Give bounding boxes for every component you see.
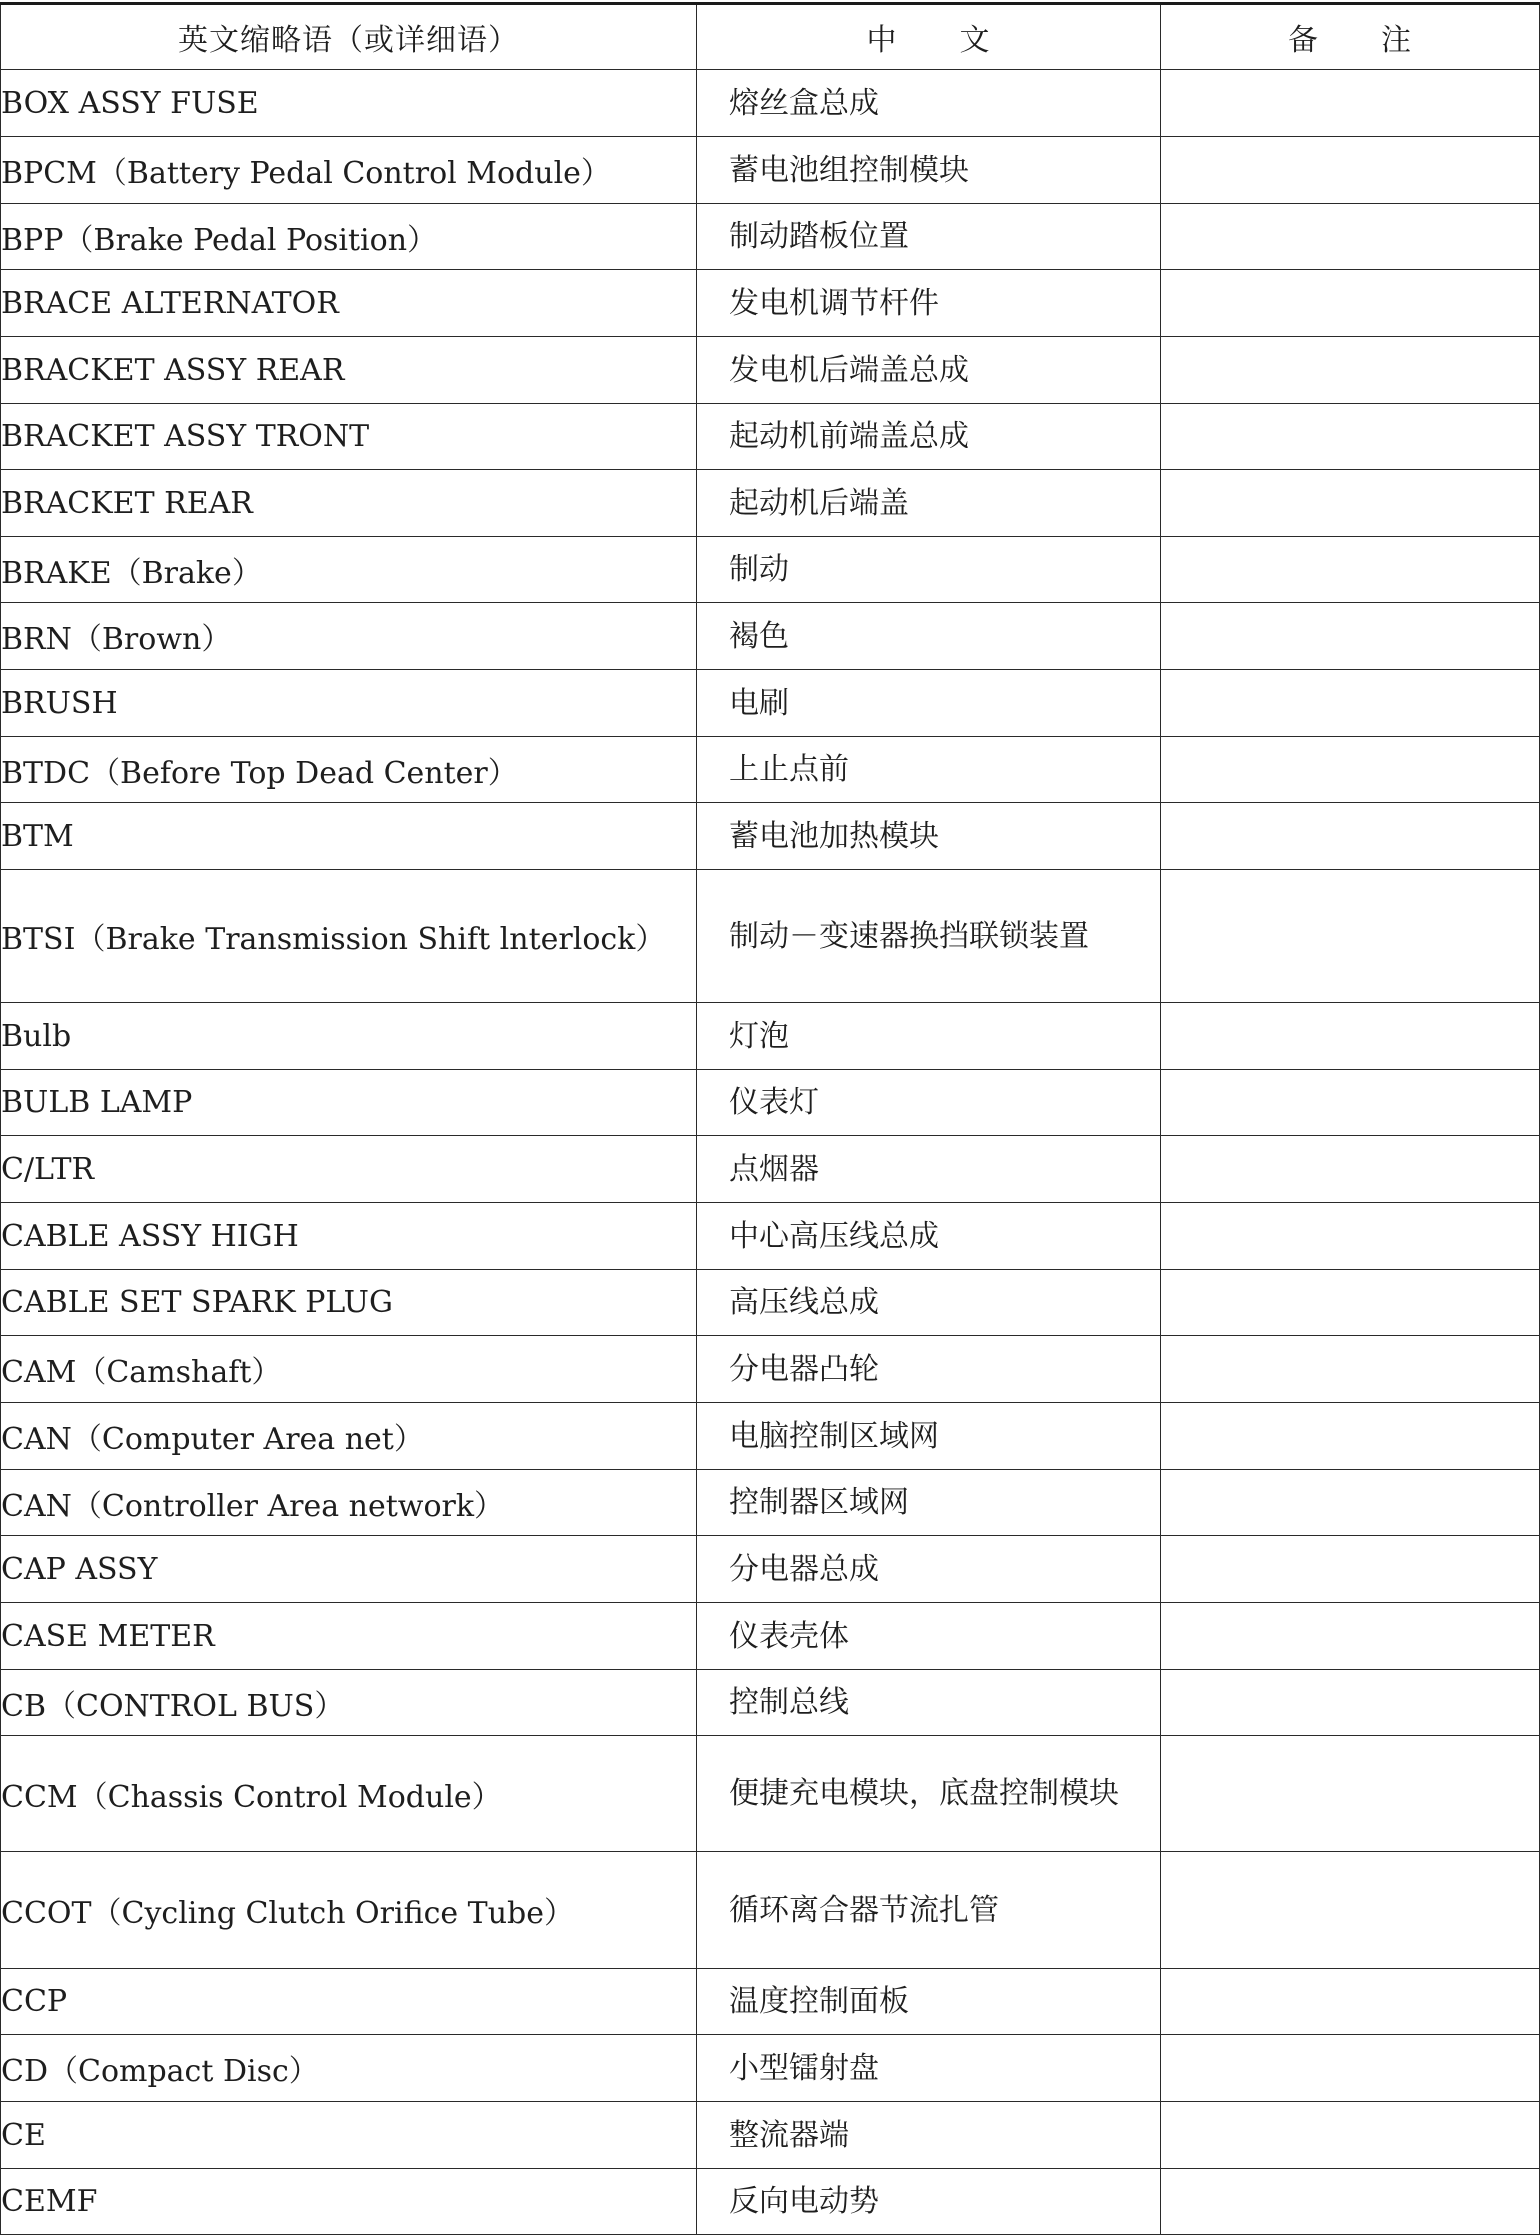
cell-english-term: BULB LAMP — [1, 1070, 697, 1136]
cell-english-term: BRACKET REAR — [1, 470, 697, 537]
cell-remarks — [1161, 603, 1540, 670]
table-row — [1, 1070, 1540, 1136]
cell-chinese-term: 电刷 — [697, 670, 1161, 737]
table-row — [1, 2035, 1540, 2102]
cell-english-term: CAN（Computer Area net） — [1, 1403, 697, 1470]
cell-chinese-term: 整流器端 — [697, 2102, 1161, 2169]
cell-remarks — [1161, 1470, 1540, 1536]
table-row — [1, 670, 1540, 737]
cell-chinese-term: 中心高压线总成 — [697, 1203, 1161, 1270]
table-row — [1, 70, 1540, 137]
cell-chinese-term: 发电机后端盖总成 — [697, 337, 1161, 404]
table-row — [1, 204, 1540, 270]
cell-english-term: Bulb — [1, 1003, 697, 1070]
cell-english-term: BRACE ALTERNATOR — [1, 270, 697, 337]
cell-english-term: CASE METER — [1, 1603, 697, 1670]
table-row — [1, 1336, 1540, 1403]
table-row — [1, 1203, 1540, 1270]
cell-chinese-term: 上止点前 — [697, 737, 1161, 803]
table-row — [1, 1403, 1540, 1470]
cell-english-term: CCP — [1, 1969, 697, 2035]
table-row — [1, 1536, 1540, 1603]
cell-english-term: BRUSH — [1, 670, 697, 737]
table-row — [1, 270, 1540, 337]
header-remarks: 备 注 — [1161, 4, 1540, 70]
table-row — [1, 1852, 1540, 1969]
cell-remarks — [1161, 270, 1540, 337]
table-row — [1, 537, 1540, 603]
table-row — [1, 1270, 1540, 1336]
cell-remarks — [1161, 537, 1540, 603]
header-chinese: 中 文 — [697, 4, 1161, 70]
cell-english-term: CAN（Controller Area network） — [1, 1470, 697, 1536]
cell-english-term: BOX ASSY FUSE — [1, 70, 697, 137]
cell-english-term: CE — [1, 2102, 697, 2169]
cell-remarks — [1161, 1270, 1540, 1336]
table-row — [1, 404, 1540, 470]
cell-remarks — [1161, 803, 1540, 870]
table-row — [1, 803, 1540, 870]
table-row — [1, 1003, 1540, 1070]
cell-english-term: CABLE SET SPARK PLUG — [1, 1270, 697, 1336]
cell-chinese-term: 制动 — [697, 537, 1161, 603]
table-body — [1, 70, 1540, 2235]
cell-english-term: BTSI（Brake Transmission Shift lnterlock） — [1, 870, 697, 1003]
cell-remarks — [1161, 1536, 1540, 1603]
cell-remarks — [1161, 670, 1540, 737]
table-row — [1, 1603, 1540, 1670]
cell-chinese-term: 高压线总成 — [697, 1270, 1161, 1336]
cell-chinese-term: 仪表壳体 — [697, 1603, 1161, 1670]
cell-remarks — [1161, 137, 1540, 204]
cell-remarks — [1161, 470, 1540, 537]
cell-english-term: CEMF — [1, 2169, 697, 2235]
table-row — [1, 1136, 1540, 1203]
cell-chinese-term: 蓄电池组控制模块 — [697, 137, 1161, 204]
table-row — [1, 1969, 1540, 2035]
cell-remarks — [1161, 870, 1540, 1003]
cell-remarks — [1161, 1603, 1540, 1670]
cell-remarks — [1161, 1336, 1540, 1403]
table-row — [1, 1670, 1540, 1736]
cell-remarks — [1161, 1403, 1540, 1470]
cell-chinese-term: 熔丝盒总成 — [697, 70, 1161, 137]
cell-remarks — [1161, 1670, 1540, 1736]
cell-chinese-term: 起动机前端盖总成 — [697, 404, 1161, 470]
cell-chinese-term: 反向电动势 — [697, 2169, 1161, 2235]
cell-english-term: CABLE ASSY HIGH — [1, 1203, 697, 1270]
cell-remarks — [1161, 1003, 1540, 1070]
abbreviation-table — [0, 2, 1540, 2235]
cell-english-term: BRACKET ASSY TRONT — [1, 404, 697, 470]
cell-chinese-term: 点烟器 — [697, 1136, 1161, 1203]
cell-remarks — [1161, 204, 1540, 270]
cell-chinese-term: 制动踏板位置 — [697, 204, 1161, 270]
cell-chinese-term: 起动机后端盖 — [697, 470, 1161, 537]
cell-remarks — [1161, 1852, 1540, 1969]
cell-remarks — [1161, 337, 1540, 404]
cell-english-term: BTDC（Before Top Dead Center） — [1, 737, 697, 803]
cell-chinese-term: 循环离合器节流扎管 — [697, 1852, 1161, 1969]
cell-remarks — [1161, 1736, 1540, 1852]
cell-english-term: C/LTR — [1, 1136, 697, 1203]
cell-chinese-term: 仪表灯 — [697, 1070, 1161, 1136]
cell-remarks — [1161, 1070, 1540, 1136]
table-row — [1, 137, 1540, 204]
cell-english-term: BPP（Brake Pedal Position） — [1, 204, 697, 270]
cell-english-term: CAP ASSY — [1, 1536, 697, 1603]
cell-english-term: BRN（Brown） — [1, 603, 697, 670]
cell-remarks — [1161, 1969, 1540, 2035]
table-row — [1, 1736, 1540, 1852]
table-row — [1, 470, 1540, 537]
cell-remarks — [1161, 2035, 1540, 2102]
header-english: 英文缩略语（或详细语） — [1, 4, 697, 70]
cell-chinese-term: 控制器区域网 — [697, 1470, 1161, 1536]
cell-chinese-term: 分电器凸轮 — [697, 1336, 1161, 1403]
cell-chinese-term: 发电机调节杆件 — [697, 270, 1161, 337]
cell-english-term: CB（CONTROL BUS） — [1, 1670, 697, 1736]
cell-english-term: CD（Compact Disc） — [1, 2035, 697, 2102]
cell-english-term: BRACKET ASSY REAR — [1, 337, 697, 404]
cell-chinese-term: 分电器总成 — [697, 1536, 1161, 1603]
cell-english-term: CAM（Camshaft） — [1, 1336, 697, 1403]
table-row — [1, 2102, 1540, 2169]
table-row — [1, 870, 1540, 1003]
cell-chinese-term: 控制总线 — [697, 1670, 1161, 1736]
cell-remarks — [1161, 737, 1540, 803]
cell-english-term: BRAKE（Brake） — [1, 537, 697, 603]
cell-english-term: BPCM（Battery Pedal Control Module） — [1, 137, 697, 204]
cell-chinese-term: 褐色 — [697, 603, 1161, 670]
cell-chinese-term: 制动－变速器换挡联锁装置 — [697, 870, 1161, 1003]
table-header-row — [1, 4, 1540, 70]
cell-chinese-term: 便捷充电模块，底盘控制模块 — [697, 1736, 1161, 1852]
cell-english-term: CCM（Chassis Control Module） — [1, 1736, 697, 1852]
cell-remarks — [1161, 2102, 1540, 2169]
table-row — [1, 603, 1540, 670]
cell-chinese-term: 蓄电池加热模块 — [697, 803, 1161, 870]
cell-chinese-term: 灯泡 — [697, 1003, 1161, 1070]
cell-chinese-term: 电脑控制区域网 — [697, 1403, 1161, 1470]
cell-english-term: CCOT（Cycling Clutch Orifice Tube） — [1, 1852, 697, 1969]
table-row — [1, 737, 1540, 803]
cell-remarks — [1161, 70, 1540, 137]
table-row — [1, 337, 1540, 404]
cell-english-term: BTM — [1, 803, 697, 870]
cell-chinese-term: 温度控制面板 — [697, 1969, 1161, 2035]
cell-remarks — [1161, 1203, 1540, 1270]
cell-remarks — [1161, 404, 1540, 470]
cell-remarks — [1161, 1136, 1540, 1203]
cell-chinese-term: 小型镭射盘 — [697, 2035, 1161, 2102]
table-row — [1, 1470, 1540, 1536]
